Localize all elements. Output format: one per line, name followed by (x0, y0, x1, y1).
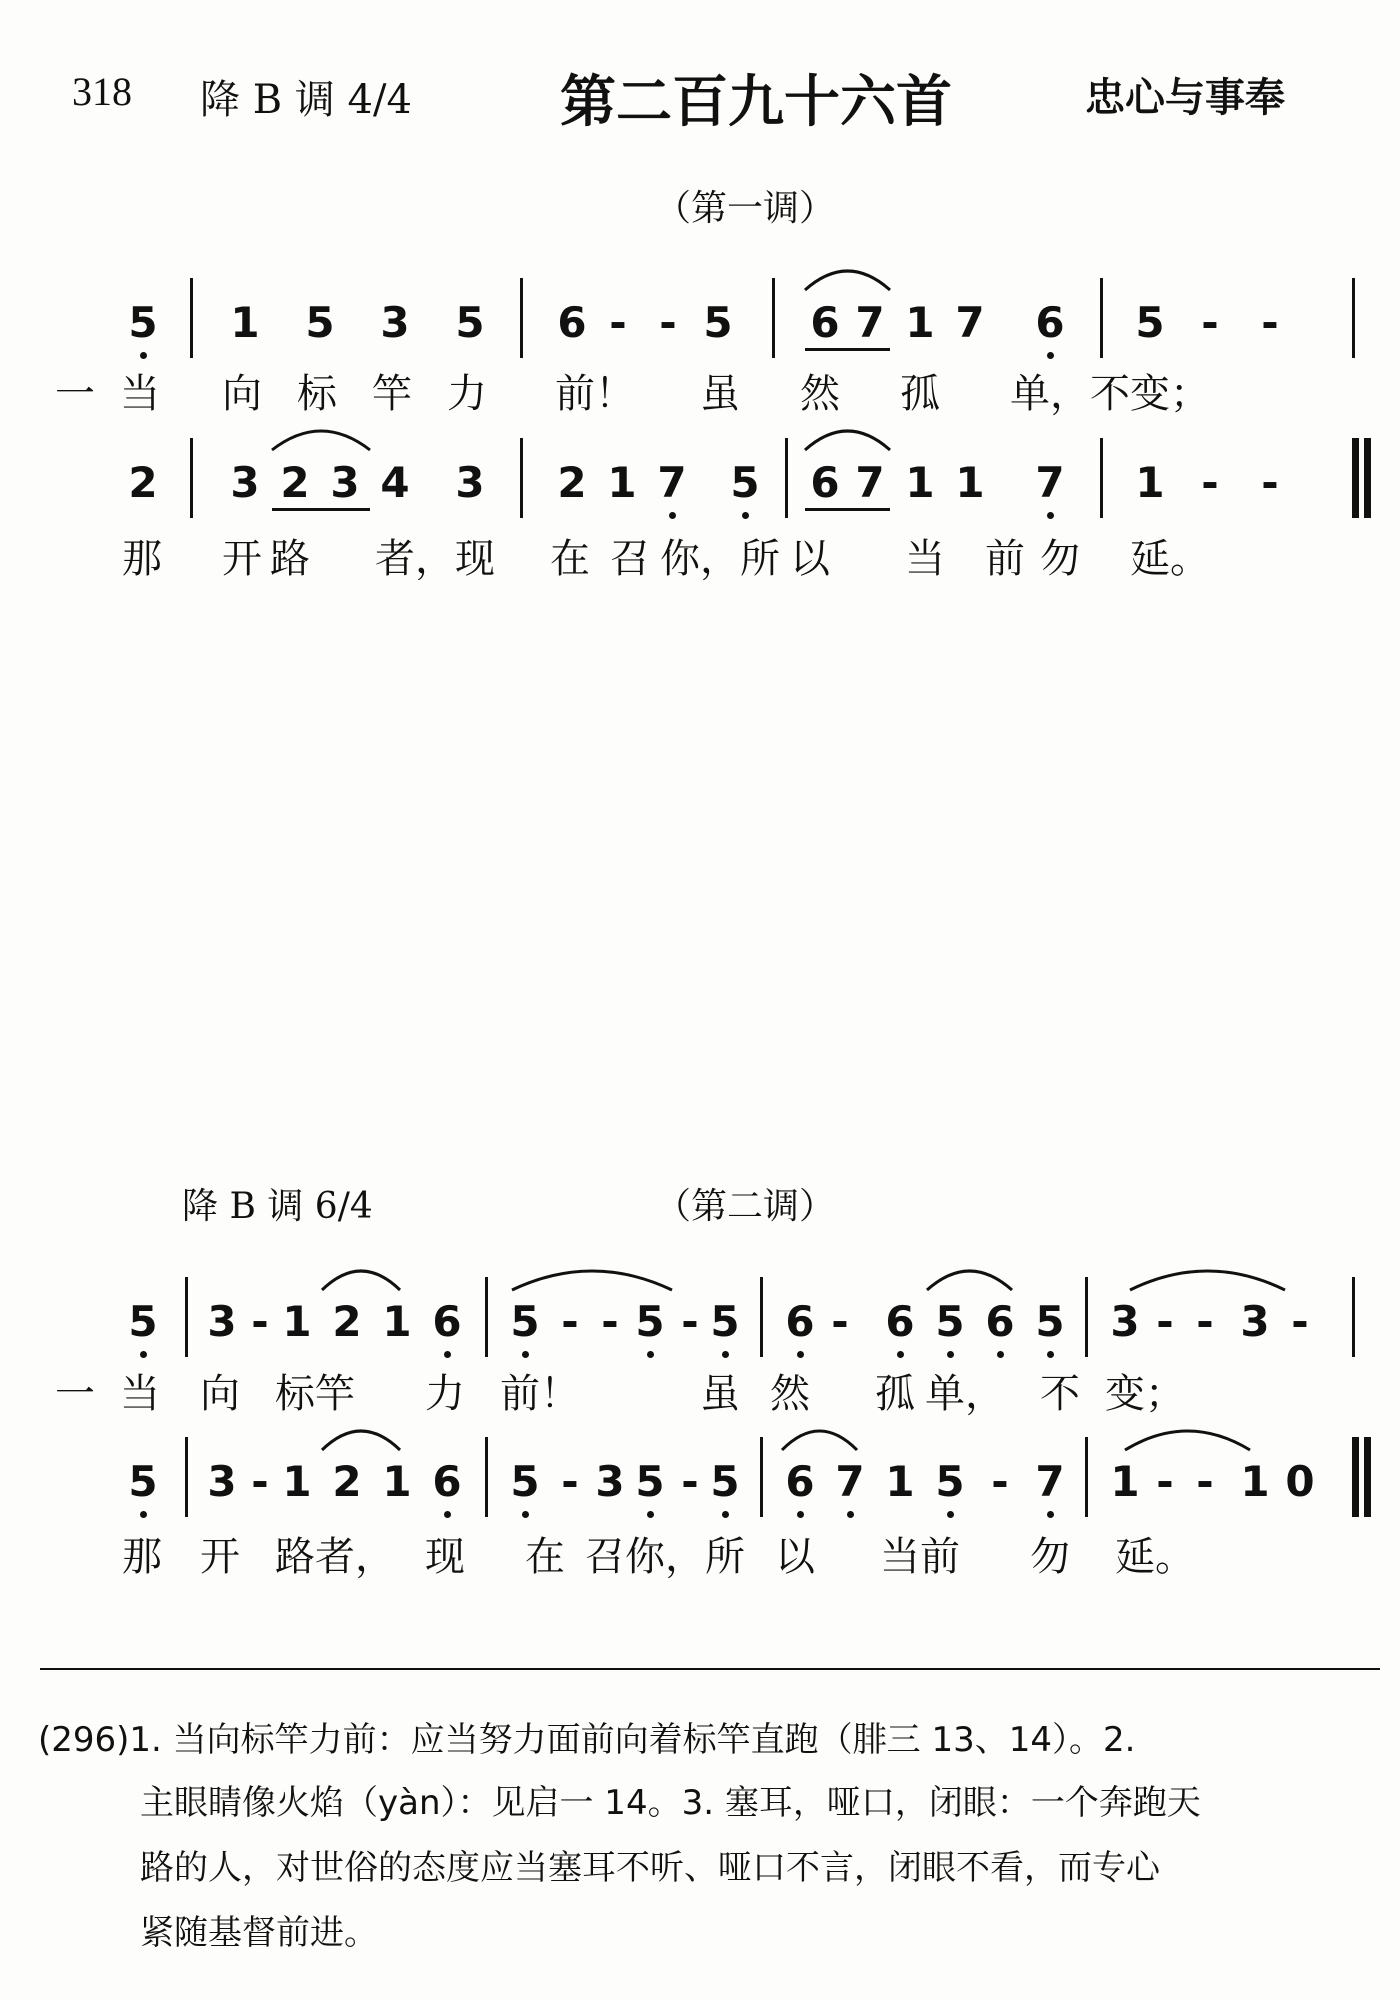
note: - (1201, 458, 1219, 507)
lyric-syllable: 在 (550, 536, 590, 582)
final-barline (1364, 1437, 1371, 1517)
lyric-syllable: 向 (222, 371, 262, 417)
note: 5 (128, 1297, 158, 1346)
note: 5 (935, 1297, 965, 1346)
note: - (561, 1297, 579, 1346)
note: 3 (1110, 1297, 1140, 1346)
note: 7 (657, 458, 687, 507)
note: 1 (905, 458, 935, 507)
note: 6 (432, 1297, 462, 1346)
tune1-notes-line2 (0, 458, 1400, 518)
note: 2 (280, 458, 310, 507)
lyric-syllable: 延。 (1115, 1534, 1195, 1580)
note: 6 (785, 1297, 815, 1346)
lyric-syllable: 当 (905, 536, 945, 582)
note: - (1196, 1457, 1214, 1506)
lyric-syllable: 现 (425, 1534, 465, 1580)
slur (272, 431, 370, 450)
eighth-note-beam (805, 508, 890, 511)
note: 7 (855, 298, 885, 347)
lyric-syllable: 前！ (555, 371, 635, 417)
low-octave-dot (647, 1511, 654, 1518)
low-octave-dot (847, 1511, 854, 1518)
lyric-syllable: 虽 (700, 371, 740, 417)
note: 5 (455, 298, 485, 347)
low-octave-dot (1047, 512, 1054, 519)
note: - (659, 298, 677, 347)
note: - (1261, 458, 1279, 507)
lyric-syllable: 单， (925, 1371, 1005, 1417)
note: - (1156, 1457, 1174, 1506)
note: 5 (1035, 1297, 1065, 1346)
note: 6 (810, 298, 840, 347)
barline (485, 1277, 488, 1357)
note: 0 (1285, 1457, 1315, 1506)
lyric-syllable: 当 (120, 1371, 160, 1417)
note: 3 (330, 458, 360, 507)
barline (1352, 278, 1355, 358)
final-barline (1352, 438, 1359, 518)
slur (322, 1431, 400, 1450)
note: 2 (332, 1457, 362, 1506)
lyric-syllable: 前 (985, 536, 1025, 582)
note: - (831, 1297, 849, 1346)
note: 1 (1135, 458, 1165, 507)
note: - (251, 1297, 269, 1346)
barline (185, 1277, 188, 1357)
note: 3 (455, 458, 485, 507)
note: 1 (230, 298, 260, 347)
slur (927, 1271, 1012, 1290)
note: 5 (710, 1297, 740, 1346)
note: 5 (710, 1457, 740, 1506)
final-barline (1352, 1437, 1359, 1517)
lyric-syllable: 变； (1130, 371, 1210, 417)
eighth-note-beam (272, 508, 370, 511)
lyric-syllable: 变； (1105, 1371, 1185, 1417)
eighth-note-beam (805, 348, 890, 351)
low-octave-dot (444, 1351, 451, 1358)
low-octave-dot (140, 1511, 147, 1518)
lyric-syllable: 在 (525, 1534, 565, 1580)
note: 6 (785, 1457, 815, 1506)
low-octave-dot (140, 1351, 147, 1358)
low-octave-dot (797, 1351, 804, 1358)
note: 1 (607, 458, 637, 507)
slur (782, 1431, 857, 1450)
note: 3 (230, 458, 260, 507)
lyric-syllable: 然 (800, 371, 840, 417)
note: 5 (635, 1457, 665, 1506)
note: 7 (855, 458, 885, 507)
lyric-syllable: 当 (120, 371, 160, 417)
tune1-label: （第一调） (655, 188, 836, 229)
note: 3 (207, 1297, 237, 1346)
note: - (609, 298, 627, 347)
note: 7 (955, 298, 985, 347)
note: 5 (510, 1297, 540, 1346)
note: 6 (985, 1297, 1015, 1346)
note: - (991, 1457, 1009, 1506)
note: 1 (1240, 1457, 1270, 1506)
tune2-key-time: 降 B 调 6/4 (182, 1186, 373, 1227)
note: 5 (305, 298, 335, 347)
note: 1 (282, 1457, 312, 1506)
low-octave-dot (947, 1351, 954, 1358)
lyric-syllable: 路 (270, 536, 310, 582)
note: - (1201, 298, 1219, 347)
hymn-theme: 忠心与事奉 (1085, 75, 1285, 121)
note: - (681, 1457, 699, 1506)
low-octave-dot (444, 1511, 451, 1518)
lyric-syllable: 召 (610, 536, 650, 582)
lyric-syllable: 竿 (372, 371, 412, 417)
note: 6 (557, 298, 587, 347)
note: 6 (810, 458, 840, 507)
barline (760, 1437, 763, 1517)
lyric-syllable: 孤 (875, 1371, 915, 1417)
note: 5 (510, 1457, 540, 1506)
note: 5 (703, 298, 733, 347)
lyric-syllable: 路者， (275, 1534, 395, 1580)
note: - (1291, 1297, 1309, 1346)
tune2-notes-line1 (0, 1297, 1400, 1357)
barline (785, 438, 788, 518)
footnote-line-3: 路的人，对世俗的态度应当塞耳不听、哑口不言，闭眼不看，而专心 (140, 1848, 1160, 1888)
low-octave-dot (1047, 1511, 1054, 1518)
note: - (1156, 1297, 1174, 1346)
barline (520, 278, 523, 358)
barline (485, 1437, 488, 1517)
low-octave-dot (647, 1351, 654, 1358)
note: 5 (128, 1457, 158, 1506)
note: - (1196, 1297, 1214, 1346)
note: 7 (1035, 458, 1065, 507)
barline (760, 1277, 763, 1357)
barline (1085, 1277, 1088, 1357)
note: 1 (282, 1297, 312, 1346)
low-octave-dot (1047, 1351, 1054, 1358)
low-octave-dot (797, 1511, 804, 1518)
lyric-syllable: 召你，所 (585, 1534, 745, 1580)
tune2-notes-line2 (0, 1457, 1400, 1517)
lyric-syllable: 那 (122, 536, 162, 582)
barline (1100, 438, 1103, 518)
lyric-syllable: 不 (1040, 1371, 1080, 1417)
note: 2 (557, 458, 587, 507)
note: - (1261, 298, 1279, 347)
low-octave-dot (522, 1511, 529, 1518)
barline (1085, 1437, 1088, 1517)
note: - (601, 1297, 619, 1346)
note: 6 (885, 1297, 915, 1346)
tune2-label: （第二调） (655, 1186, 836, 1227)
slur (512, 1271, 672, 1290)
note: 5 (635, 1297, 665, 1346)
lyric-syllable: 开 (222, 536, 262, 582)
note: 5 (730, 458, 760, 507)
page-number: 318 (72, 69, 132, 114)
lyric-syllable: 前！ (500, 1371, 580, 1417)
note: 6 (432, 1457, 462, 1506)
note: 2 (128, 458, 158, 507)
note: 1 (1110, 1457, 1140, 1506)
note: 5 (935, 1457, 965, 1506)
low-octave-dot (997, 1351, 1004, 1358)
note: 1 (885, 1457, 915, 1506)
lyric-syllable: 力 (425, 1371, 465, 1417)
slur (1125, 1431, 1250, 1450)
lyric-syllable: 虽 (700, 1371, 740, 1417)
note: - (561, 1457, 579, 1506)
barline (185, 1437, 188, 1517)
low-octave-dot (1047, 352, 1054, 359)
footnote-line-1: (296)1. 当向标竿力前：应当努力面前向着标竿直跑（腓三 13、14）。2. (38, 1720, 1136, 1760)
note: 1 (382, 1457, 412, 1506)
slur (805, 431, 890, 450)
lyric-syllable: 勿 (1030, 1534, 1070, 1580)
low-octave-dot (742, 512, 749, 519)
note: 7 (835, 1457, 865, 1506)
low-octave-dot (722, 1511, 729, 1518)
note: 7 (1035, 1457, 1065, 1506)
barline (520, 438, 523, 518)
lyric-syllable: 一 (55, 1371, 95, 1417)
lyric-syllable: 以 (790, 536, 830, 582)
low-octave-dot (722, 1351, 729, 1358)
slur (322, 1271, 400, 1290)
note: 1 (955, 458, 985, 507)
lyric-syllable: 那 (122, 1534, 162, 1580)
note: 3 (595, 1457, 625, 1506)
lyric-syllable: 延。 (1130, 536, 1210, 582)
note: 3 (1240, 1297, 1270, 1346)
tune1-notes-line1 (0, 298, 1400, 358)
lyric-syllable: 标 (297, 371, 337, 417)
note: 5 (1135, 298, 1165, 347)
lyric-syllable: 一 (55, 371, 95, 417)
footnote-line-4: 紧随基督前进。 (140, 1913, 378, 1953)
barline (1100, 278, 1103, 358)
lyric-syllable: 单，不 (1010, 371, 1130, 417)
note: 3 (207, 1457, 237, 1506)
lyric-syllable: 你，所 (660, 536, 780, 582)
lyric-syllable: 力 (447, 371, 487, 417)
note: 1 (905, 298, 935, 347)
lyric-syllable: 孤 (900, 371, 940, 417)
low-octave-dot (947, 1511, 954, 1518)
footnote-divider (40, 1668, 1380, 1670)
lyric-syllable: 以 (775, 1534, 815, 1580)
lyric-syllable: 勿 (1040, 536, 1080, 582)
low-octave-dot (140, 352, 147, 359)
lyric-syllable: 开 (200, 1534, 240, 1580)
lyric-syllable: 者，现 (375, 536, 495, 582)
low-octave-dot (897, 1351, 904, 1358)
note: - (251, 1457, 269, 1506)
note: 4 (380, 458, 410, 507)
slur (805, 271, 890, 290)
lyric-syllable: 标竿 (275, 1371, 355, 1417)
lyric-syllable: 当前 (880, 1534, 960, 1580)
key-time-signature: 降 B 调 4/4 (200, 77, 412, 123)
lyric-syllable: 向 (200, 1371, 240, 1417)
note: 5 (128, 298, 158, 347)
barline (1352, 1277, 1355, 1357)
lyric-syllable: 然 (770, 1371, 810, 1417)
low-octave-dot (669, 512, 676, 519)
barline (190, 438, 193, 518)
note: 2 (332, 1297, 362, 1346)
note: 3 (380, 298, 410, 347)
barline (190, 278, 193, 358)
note: 6 (1035, 298, 1065, 347)
final-barline (1364, 438, 1371, 518)
note: - (681, 1297, 699, 1346)
barline (772, 278, 775, 358)
footnote-line-2: 主眼睛像火焰（yàn）：见启一 14。3. 塞耳，哑口，闭眼：一个奔跑天 (140, 1783, 1201, 1823)
low-octave-dot (522, 1351, 529, 1358)
note: 1 (382, 1297, 412, 1346)
slur (1130, 1271, 1285, 1290)
hymn-title: 第二百九十六首 (560, 70, 952, 135)
